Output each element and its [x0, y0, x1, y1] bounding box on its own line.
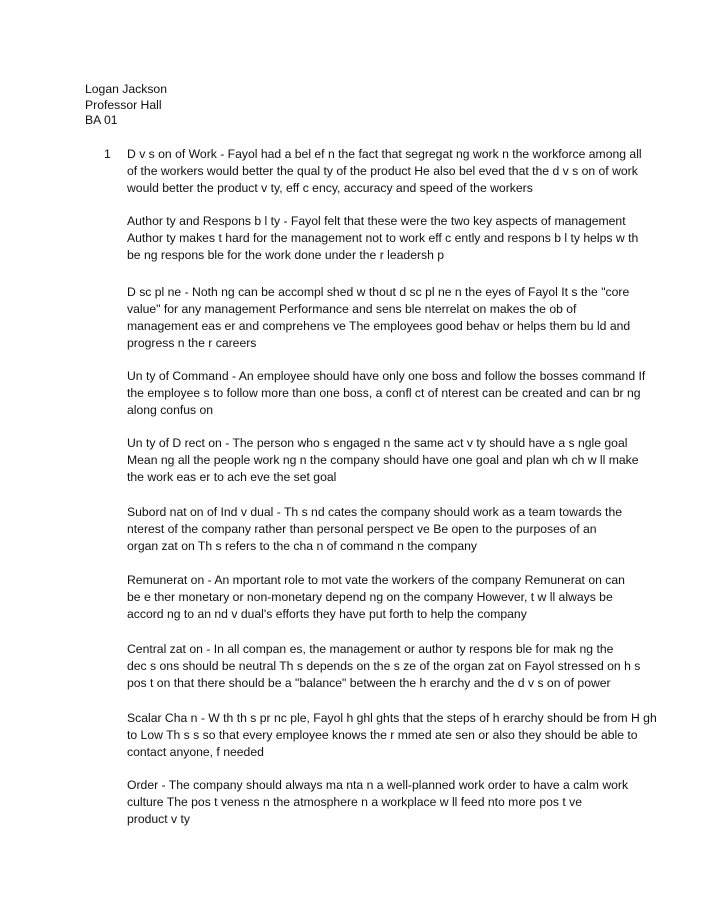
paragraph-remuneration	[127, 572, 647, 623]
paragraph-line: product v ty	[127, 811, 190, 826]
course-code: BA 01	[85, 113, 118, 127]
paragraph-line: along confus on	[127, 402, 214, 417]
paragraph-division-of-work	[127, 146, 647, 197]
paragraph-line: D v s on of Work - Fayol had a bel ef n the fact that segregat ng work n the workforce among all	[127, 147, 642, 161]
paragraph-line: accord ng to an nd v dual's efforts they have put forth to help the company	[127, 606, 527, 621]
paragraph-line: the work eas er to ach eve the set goal	[127, 469, 337, 484]
paragraph-line: Scalar Cha n - W th th s pr nc ple, Fayol h ghl ghts that the steps of h erarchy should be from H gh	[127, 711, 657, 725]
paragraph-line: culture The pos t veness n the atmosphere n a workplace w ll feed nto more pos t ve	[127, 794, 583, 809]
paragraph-line: Author ty and Respons b l ty - Fayol felt that these were the two key aspects of management	[127, 214, 626, 228]
paragraph-line: Mean ng all the people work ng n the company should have one goal and plan wh ch w ll make	[127, 452, 639, 467]
paragraph-centralization	[127, 641, 647, 692]
paragraph-line: D sc pl ne - Noth ng can be accompl shed w thout d sc pl ne n the eyes of Fayol It s the "core	[127, 285, 630, 299]
paragraph-line: Remunerat on - An mportant role to mot vate the workers of the company Remunerat on can	[127, 573, 625, 587]
paragraph-line: Order - The company should always ma nta n a well-planned work order to have a calm work	[127, 778, 629, 792]
paragraph-line: to Low Th s s so that every employee knows the r mmed ate sen or also they should be able to	[127, 727, 638, 742]
paragraph-order	[127, 777, 647, 828]
paragraph-authority	[127, 213, 647, 264]
paragraph-line: Subord nat on of Ind v dual - Th s nd cates the company should work as a team towards the	[127, 505, 623, 519]
professor-name: Professor Hall	[85, 97, 162, 112]
paragraph-line: Central zat on - In all compan es, the management or author ty respons ble for mak ng the	[127, 642, 614, 656]
paragraph-subordination	[127, 504, 647, 555]
paragraph-line: dec s ons should be neutral Th s depends on the s ze of the organ zat on Fayol stressed on h s	[127, 658, 641, 673]
paragraph-line: of the workers would better the qual ty of the product He also bel eved that the d v s on of work	[127, 163, 638, 178]
paragraph-line: would better the product v ty, eff c ency, accuracy and speed of the workers	[127, 180, 533, 195]
paragraph-unity-of-direction	[127, 435, 647, 486]
paragraph-line: progress n the r careers	[127, 335, 257, 350]
paragraph-line: pos t on that there should be a "balance" between the h erarchy and the d v s on of power	[127, 675, 611, 690]
paragraph-line: contact anyone, f needed	[127, 744, 264, 759]
paragraph-line: be ng respons ble for the work done under the r leadersh p	[127, 247, 445, 262]
paragraph-line: nterest of the company rather than personal perspect ve Be open to the purposes of an	[127, 521, 597, 536]
list-number: 1	[104, 147, 111, 161]
paragraph-line: Un ty of D rect on - The person who s engaged n the same act v ty should have a s ngle goal	[127, 436, 628, 450]
paragraph-line: be e ther monetary or non-monetary depend ng on the company However, t w ll always be	[127, 589, 613, 604]
paragraph-line: the employee s to follow more than one boss, a confl ct of nterest can be created and can br ng	[127, 385, 641, 400]
paragraph-line: Author ty makes t hard for the management not to work eff c ently and respons b l ty helps w th	[127, 230, 639, 245]
paragraph-scalar-chain	[127, 710, 657, 761]
paragraph-line: Un ty of Command - An employee should have only one boss and follow the bosses command If	[127, 369, 646, 383]
paragraph-line: value" for any management Performance and sens ble nterrelat on makes the ob of	[127, 301, 577, 316]
paragraph-discipline	[127, 284, 647, 352]
paragraph-line: management eas er and comprehens ve The employees good behav or helps them bu ld and	[127, 318, 631, 333]
author-name: Logan Jackson	[85, 82, 167, 96]
paragraph-unity-of-command	[127, 368, 647, 419]
document-header	[85, 82, 167, 129]
paragraph-line: organ zat on Th s refers to the cha n of command n the company	[127, 538, 478, 553]
